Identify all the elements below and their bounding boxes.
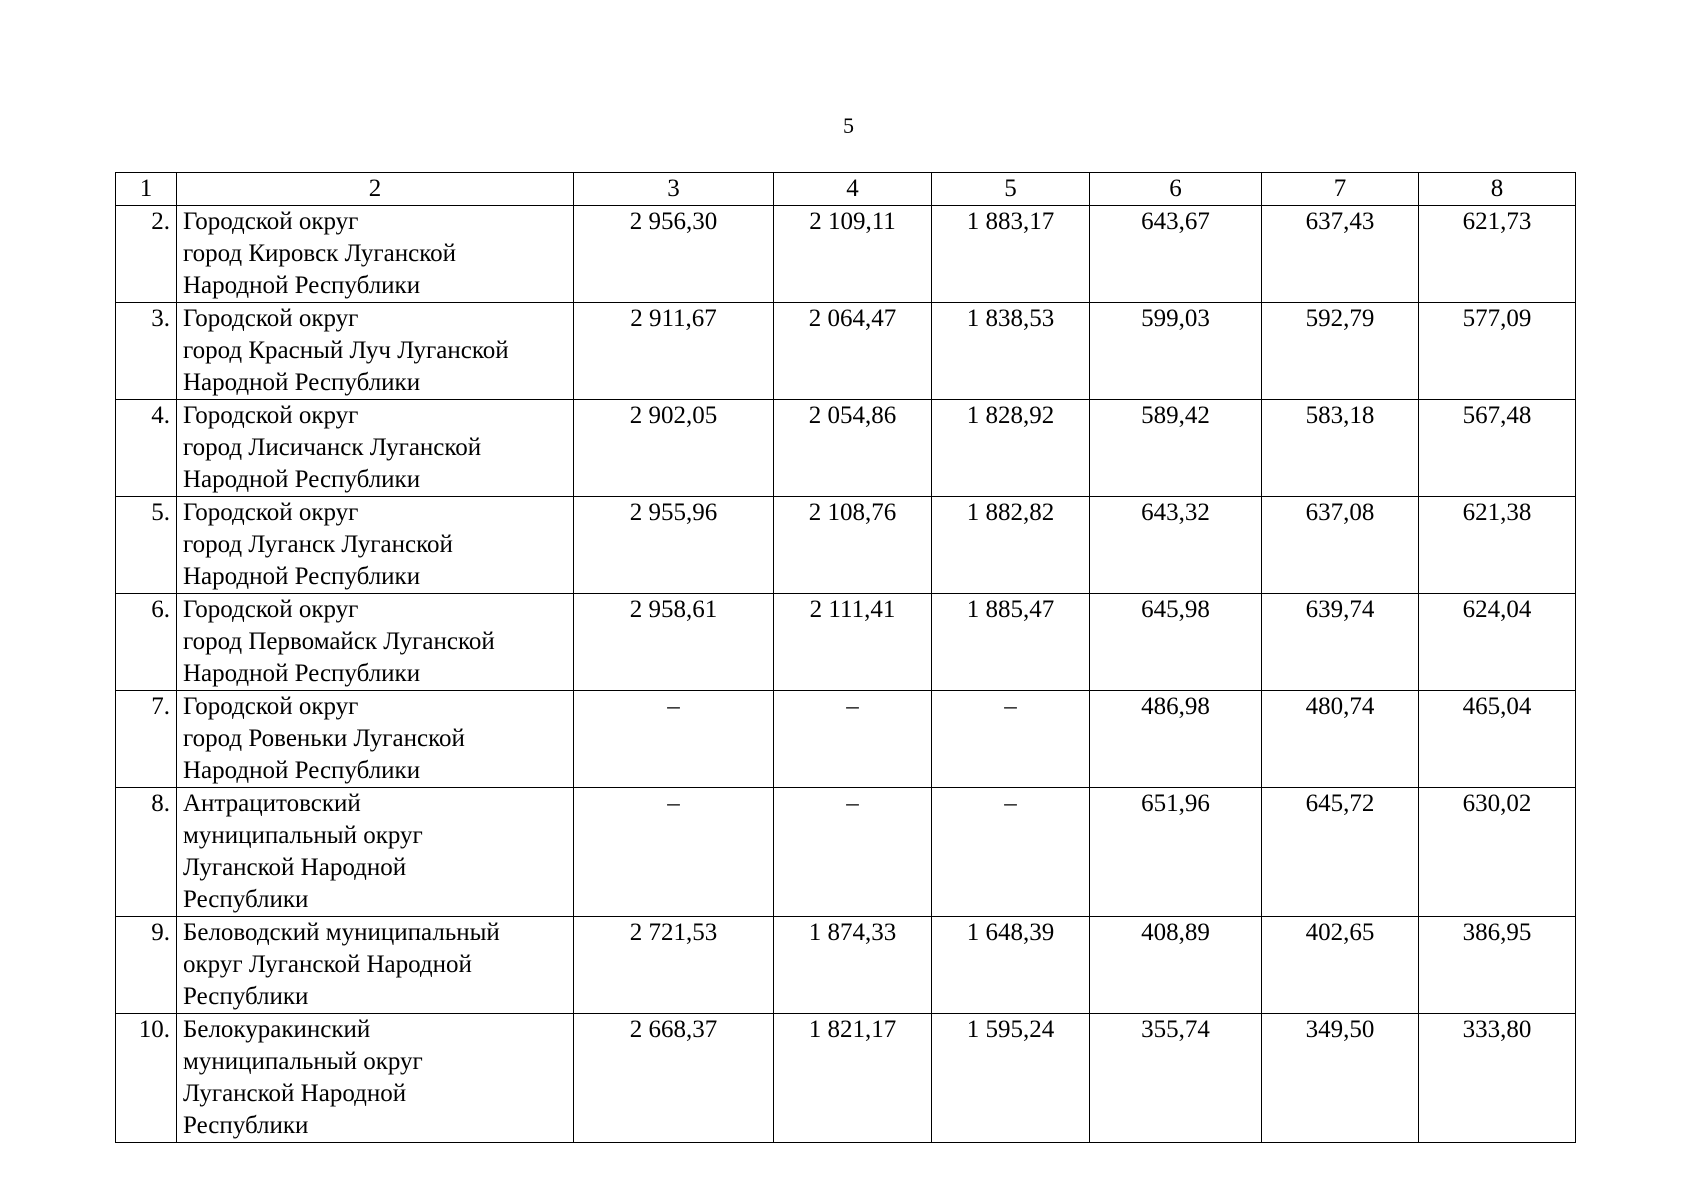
value-cell-col-3: – [574, 691, 774, 788]
page-number [0, 113, 1697, 139]
value-cell-col-5: 1 883,17 [932, 206, 1090, 303]
row-number: 5. [116, 497, 177, 594]
row-number: 7. [116, 691, 177, 788]
header-row [116, 173, 1576, 206]
municipality-name [177, 917, 574, 1014]
municipality-name-line: Городской округ [183, 208, 359, 235]
value-cell-col-8: 567,48 [1419, 400, 1576, 497]
value-cell-col-4: 2 109,11 [774, 206, 932, 303]
municipality-name-line: город Красный Луч Луганской [183, 337, 509, 364]
value-cell-col-8: 624,04 [1419, 594, 1576, 691]
value-cell-col-3: 2 902,05 [574, 400, 774, 497]
table-row [116, 917, 1576, 1014]
municipality-name-line: город Ровеньки Луганской [183, 725, 465, 752]
municipality-name-line: город Кировск Луганской [183, 240, 456, 267]
table-row [116, 788, 1576, 917]
municipality-name-line: Городской округ [183, 499, 359, 526]
municipality-name-line: Народной Республики [183, 660, 421, 687]
municipality-name [177, 497, 574, 594]
municipality-name-line: город Первомайск Луганской [183, 628, 495, 655]
value-cell-col-7: 645,72 [1262, 788, 1419, 917]
column-header: 8 [1419, 173, 1576, 206]
value-cell-col-7: 637,43 [1262, 206, 1419, 303]
value-cell-col-7: 480,74 [1262, 691, 1419, 788]
table-row [116, 1014, 1576, 1143]
municipality-name-line: Народной Республики [183, 466, 421, 493]
column-header: 1 [116, 173, 177, 206]
municipality-name [177, 691, 574, 788]
value-cell-col-5: – [932, 788, 1090, 917]
value-cell-col-3: 2 955,96 [574, 497, 774, 594]
value-cell-col-3: 2 958,61 [574, 594, 774, 691]
municipality-name-line: Республики [183, 983, 309, 1010]
table-row [116, 691, 1576, 788]
municipality-name-line: Антрацитовский [183, 790, 361, 817]
value-cell-col-4: 2 111,41 [774, 594, 932, 691]
value-cell-col-8: 630,02 [1419, 788, 1576, 917]
municipality-name-line: Народной Республики [183, 369, 421, 396]
value-cell-col-8: 621,38 [1419, 497, 1576, 594]
municipality-name-line: Луганской Народной [183, 854, 407, 881]
value-cell-col-6: 408,89 [1090, 917, 1262, 1014]
value-cell-col-6: 486,98 [1090, 691, 1262, 788]
column-header: 5 [932, 173, 1090, 206]
municipality-name-line: Городской округ [183, 305, 359, 332]
municipality-name [177, 303, 574, 400]
value-cell-col-7: 639,74 [1262, 594, 1419, 691]
municipality-name-line: город Лисичанск Луганской [183, 434, 482, 461]
value-cell-col-3: – [574, 788, 774, 917]
value-cell-col-5: 1 885,47 [932, 594, 1090, 691]
municipality-name-line: Народной Республики [183, 757, 421, 784]
municipality-name [177, 788, 574, 917]
table-row [116, 303, 1576, 400]
row-number: 6. [116, 594, 177, 691]
value-cell-col-5: 1 838,53 [932, 303, 1090, 400]
municipality-name-line: Белокуракинский [183, 1016, 371, 1043]
value-cell-col-4: – [774, 691, 932, 788]
value-cell-col-3: 2 668,37 [574, 1014, 774, 1143]
table-row [116, 497, 1576, 594]
municipality-name-line: Республики [183, 886, 309, 913]
value-cell-col-8: 621,73 [1419, 206, 1576, 303]
value-cell-col-7: 592,79 [1262, 303, 1419, 400]
municipality-name-line: Городской округ [183, 402, 359, 429]
row-number: 3. [116, 303, 177, 400]
value-cell-col-4: 2 054,86 [774, 400, 932, 497]
table-row [116, 400, 1576, 497]
row-number: 8. [116, 788, 177, 917]
value-cell-col-5: 1 828,92 [932, 400, 1090, 497]
value-cell-col-4: 1 821,17 [774, 1014, 932, 1143]
value-cell-col-6: 651,96 [1090, 788, 1262, 917]
value-cell-col-6: 645,98 [1090, 594, 1262, 691]
data-table [115, 172, 1576, 1143]
value-cell-col-5: 1 595,24 [932, 1014, 1090, 1143]
value-cell-col-6: 599,03 [1090, 303, 1262, 400]
page-number-text: 5 [843, 113, 854, 138]
value-cell-col-8: 577,09 [1419, 303, 1576, 400]
municipality-name-line: Народной Республики [183, 563, 421, 590]
value-cell-col-7: 349,50 [1262, 1014, 1419, 1143]
value-cell-col-8: 465,04 [1419, 691, 1576, 788]
municipality-name [177, 594, 574, 691]
value-cell-col-3: 2 956,30 [574, 206, 774, 303]
row-number: 10. [116, 1014, 177, 1143]
value-cell-col-7: 583,18 [1262, 400, 1419, 497]
value-cell-col-6: 589,42 [1090, 400, 1262, 497]
table-body [116, 173, 1576, 1143]
municipality-name [177, 1014, 574, 1143]
municipality-name-line: Городской округ [183, 596, 359, 623]
column-header: 2 [177, 173, 574, 206]
row-number: 9. [116, 917, 177, 1014]
value-cell-col-4: 2 064,47 [774, 303, 932, 400]
row-number: 4. [116, 400, 177, 497]
municipality-name-line: Народной Республики [183, 272, 421, 299]
municipality-name-line: Луганской Народной [183, 1080, 407, 1107]
municipality-name-line: округ Луганской Народной [183, 951, 472, 978]
municipality-name-line: город Луганск Луганской [183, 531, 453, 558]
table-row [116, 594, 1576, 691]
value-cell-col-5: – [932, 691, 1090, 788]
row-number: 2. [116, 206, 177, 303]
value-cell-col-4: 1 874,33 [774, 917, 932, 1014]
value-cell-col-3: 2 911,67 [574, 303, 774, 400]
table-row [116, 206, 1576, 303]
column-header: 6 [1090, 173, 1262, 206]
municipality-name-line: муниципальный округ [183, 822, 423, 849]
value-cell-col-7: 402,65 [1262, 917, 1419, 1014]
value-cell-col-4: 2 108,76 [774, 497, 932, 594]
value-cell-col-5: 1 882,82 [932, 497, 1090, 594]
value-cell-col-8: 386,95 [1419, 917, 1576, 1014]
column-header: 3 [574, 173, 774, 206]
value-cell-col-4: – [774, 788, 932, 917]
municipality-name-line: Городской округ [183, 693, 359, 720]
municipality-name [177, 400, 574, 497]
value-cell-col-8: 333,80 [1419, 1014, 1576, 1143]
value-cell-col-6: 643,67 [1090, 206, 1262, 303]
value-cell-col-6: 643,32 [1090, 497, 1262, 594]
value-cell-col-7: 637,08 [1262, 497, 1419, 594]
municipality-name [177, 206, 574, 303]
column-header: 7 [1262, 173, 1419, 206]
column-header: 4 [774, 173, 932, 206]
value-cell-col-3: 2 721,53 [574, 917, 774, 1014]
municipality-name-line: Республики [183, 1112, 309, 1139]
value-cell-col-5: 1 648,39 [932, 917, 1090, 1014]
value-cell-col-6: 355,74 [1090, 1014, 1262, 1143]
municipality-name-line: муниципальный округ [183, 1048, 423, 1075]
municipality-name-line: Беловодский муниципальный [183, 919, 500, 946]
